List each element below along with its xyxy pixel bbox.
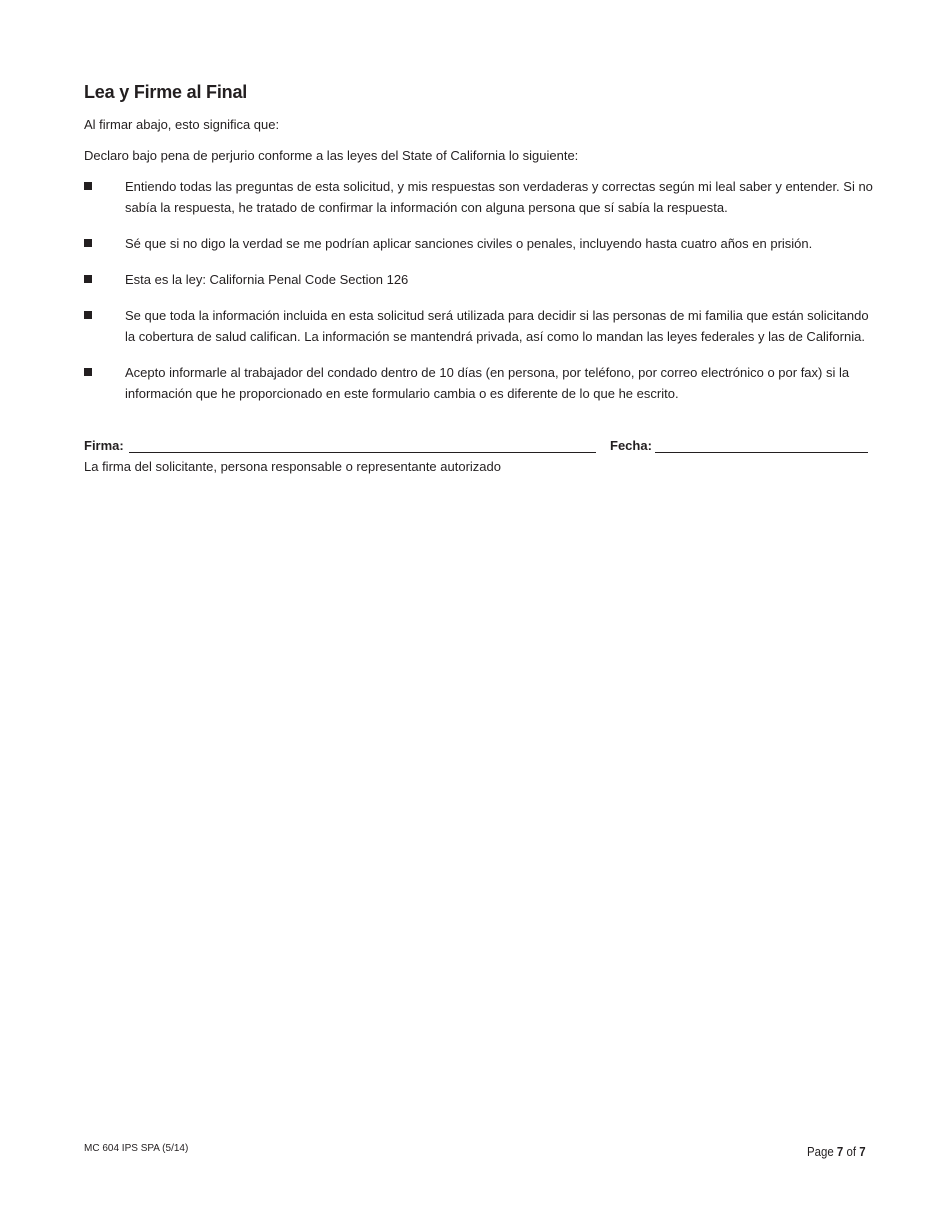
square-bullet-icon (84, 311, 92, 319)
page-word: Page (807, 1144, 835, 1159)
list-item (84, 176, 874, 218)
page-current: 7 (837, 1144, 844, 1159)
list-item (84, 362, 874, 404)
fecha-label: Fecha: (610, 438, 652, 453)
signature-caption: La firma del solicitante, persona responsable o representante autorizado (84, 459, 501, 474)
square-bullet-icon (84, 182, 92, 190)
square-bullet-icon (84, 368, 92, 376)
list-item (84, 233, 874, 254)
list-item-text: Sé que si no digo la verdad se me podrían aplicar sanciones civiles o penales, incluyendo hasta cuatro años en prisión. (125, 236, 813, 251)
firma-label: Firma: (84, 438, 124, 453)
intro-text-1: Al firmar abajo, esto significa que: (84, 117, 280, 132)
intro-text-2: Declaro bajo pena de perjurio conforme a las leyes del State of California lo siguiente: (84, 148, 579, 163)
fecha-field[interactable] (655, 452, 868, 453)
declaration-list (84, 176, 874, 419)
of-word: of (846, 1144, 857, 1159)
square-bullet-icon (84, 239, 92, 247)
list-item-text: Acepto informarle al trabajador del condado dentro de 10 días (en persona, por teléfono, por correo electrónico o por fax) si la información que he proporcionado en este formulario cambia o es diferente de lo que he escrito. (125, 365, 850, 401)
list-item-text: Esta es la ley: California Penal Code Section 126 (125, 272, 409, 287)
form-id: MC 604 IPS SPA (5/14) (84, 1143, 189, 1154)
page-number (807, 1144, 866, 1159)
firma-field[interactable] (129, 452, 596, 453)
list-item-text: Se que toda la información incluida en esta solicitud será utilizada para decidir si las personas de mi familia que están solicitando la cobertura de salud califican. La información se mantendrá privada, así como lo mandan las leyes federales y las de California. (125, 308, 869, 344)
page-title: Lea y Firme al Final (84, 82, 248, 102)
list-item (84, 269, 874, 290)
signature-row (84, 436, 868, 456)
list-item-text: Entiendo todas las preguntas de esta solicitud, y mis respuestas son verdaderas y correctas según mi leal saber y entender. Si no sabía la respuesta, he tratado de confirmar la información con alguna persona que sí sabía la respuesta. (125, 179, 873, 215)
list-item (84, 305, 874, 347)
page-total: 7 (859, 1144, 866, 1159)
square-bullet-icon (84, 275, 92, 283)
